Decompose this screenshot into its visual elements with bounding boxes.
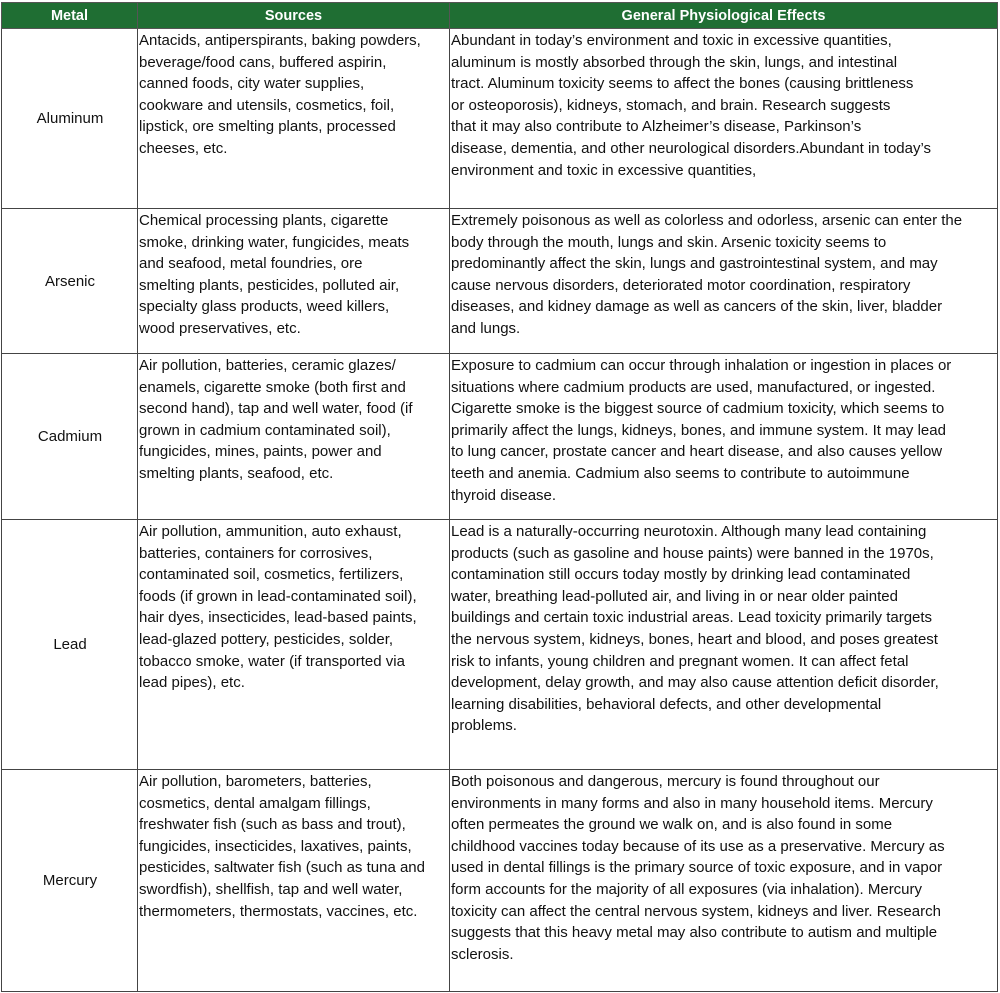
heavy-metals-table [1, 2, 998, 992]
effects-cell: Abundant in today’s environment and toxic in excessive quantities, aluminum is mostly absorbed through the skin, lungs, and intestinal tract. Aluminum toxicity seems to affect the bones (causing brittleness or osteoporosis), kidneys, stomach, and brain. Research suggests that it may also contribute to Alzheimer’s disease, Parkinson’s disease, dementia, and other neurological disorders.Abundant in today’s environment and toxic in excessive quantities, [450, 29, 998, 209]
sources-cell: Air pollution, ammunition, auto exhaust, batteries, containers for corrosives, contaminated soil, cosmetics, fertilizers, foods (if grown in lead-contaminated soil), hair dyes, insecticides, lead-based paints, lead-glazed pottery, pesticides, solder, tobacco smoke, water (if transported via lead pipes), etc. [138, 520, 450, 770]
sources-cell: Air pollution, batteries, ceramic glazes/ enamels, cigarette smoke (both first and second hand), tap and well water, food (if grown in cadmium contaminated soil), fungicides, mines, paints, power and smelting plants, seafood, etc. [138, 354, 450, 520]
table-row [2, 354, 998, 520]
column-header-metal: Metal [2, 3, 138, 29]
table-row [2, 29, 998, 209]
metal-name-cell: Lead [2, 520, 138, 770]
table-row [2, 209, 998, 354]
metal-name-cell: Aluminum [2, 29, 138, 209]
table-header-row [2, 3, 998, 29]
sources-cell: Air pollution, barometers, batteries, cosmetics, dental amalgam fillings, freshwater fish (such as bass and trout), fungicides, insecticides, laxatives, paints, pesticides, saltwater fish (such as tuna and swordfish), shellfish, tap and well water, thermometers, thermostats, vaccines, etc. [138, 770, 450, 992]
column-header-sources: Sources [138, 3, 450, 29]
sources-cell: Chemical processing plants, cigarette smoke, drinking water, fungicides, meats and seafood, metal foundries, ore smelting plants, pesticides, polluted air, specialty glass products, weed killers, wood preservatives, etc. [138, 209, 450, 354]
sources-cell: Antacids, antiperspirants, baking powders, beverage/food cans, buffered aspirin, canned foods, city water supplies, cookware and utensils, cosmetics, foil, lipstick, ore smelting plants, processed cheeses, etc. [138, 29, 450, 209]
metal-name-cell: Cadmium [2, 354, 138, 520]
metal-name-cell: Mercury [2, 770, 138, 992]
metal-name-cell: Arsenic [2, 209, 138, 354]
effects-cell: Extremely poisonous as well as colorless and odorless, arsenic can enter the body through the mouth, lungs and skin. Arsenic toxicity seems to predominantly affect the skin, lungs and gastrointestinal system, and may cause nervous disorders, deteriorated motor coordination, respiratory diseases, and kidney damage as well as cancers of the skin, liver, bladder and lungs. [450, 209, 998, 354]
column-header-effects: General Physiological Effects [450, 3, 998, 29]
effects-cell: Lead is a naturally-occurring neurotoxin. Although many lead containing products (such as gasoline and house paints) were banned in the 1970s, contamination still occurs today mostly by drinking lead contaminated water, breathing lead-polluted air, and living in or near older painted buildings and certain toxic industrial areas. Lead toxicity primarily targets the nervous system, kidneys, bones, heart and blood, and poses greatest risk to infants, young children and pregnant women. It can affect fetal development, delay growth, and may also cause attention deficit disorder, learning disabilities, behavioral defects, and other developmental problems. [450, 520, 998, 770]
table-row [2, 520, 998, 770]
table-row [2, 770, 998, 992]
effects-cell: Both poisonous and dangerous, mercury is found throughout our environments in many forms and also in many household items. Mercury often permeates the ground we walk on, and is also found in some childhood vaccines today because of its use as a preservative. Mercury as used in dental fillings is the primary source of toxic exposure, and in vapor form accounts for the majority of all exposures (via inhalation). Mercury toxicity can affect the central nervous system, kidneys and liver. Research suggests that this heavy metal may also contribute to autism and multiple sclerosis. [450, 770, 998, 992]
effects-cell: Exposure to cadmium can occur through inhalation or ingestion in places or situations where cadmium products are used, manufactured, or ingested. Cigarette smoke is the biggest source of cadmium toxicity, which seems to primarily affect the lungs, kidneys, bones, and immune system. It may lead to lung cancer, prostate cancer and heart disease, and also causes yellow teeth and anemia. Cadmium also seems to contribute to autoimmune thyroid disease. [450, 354, 998, 520]
